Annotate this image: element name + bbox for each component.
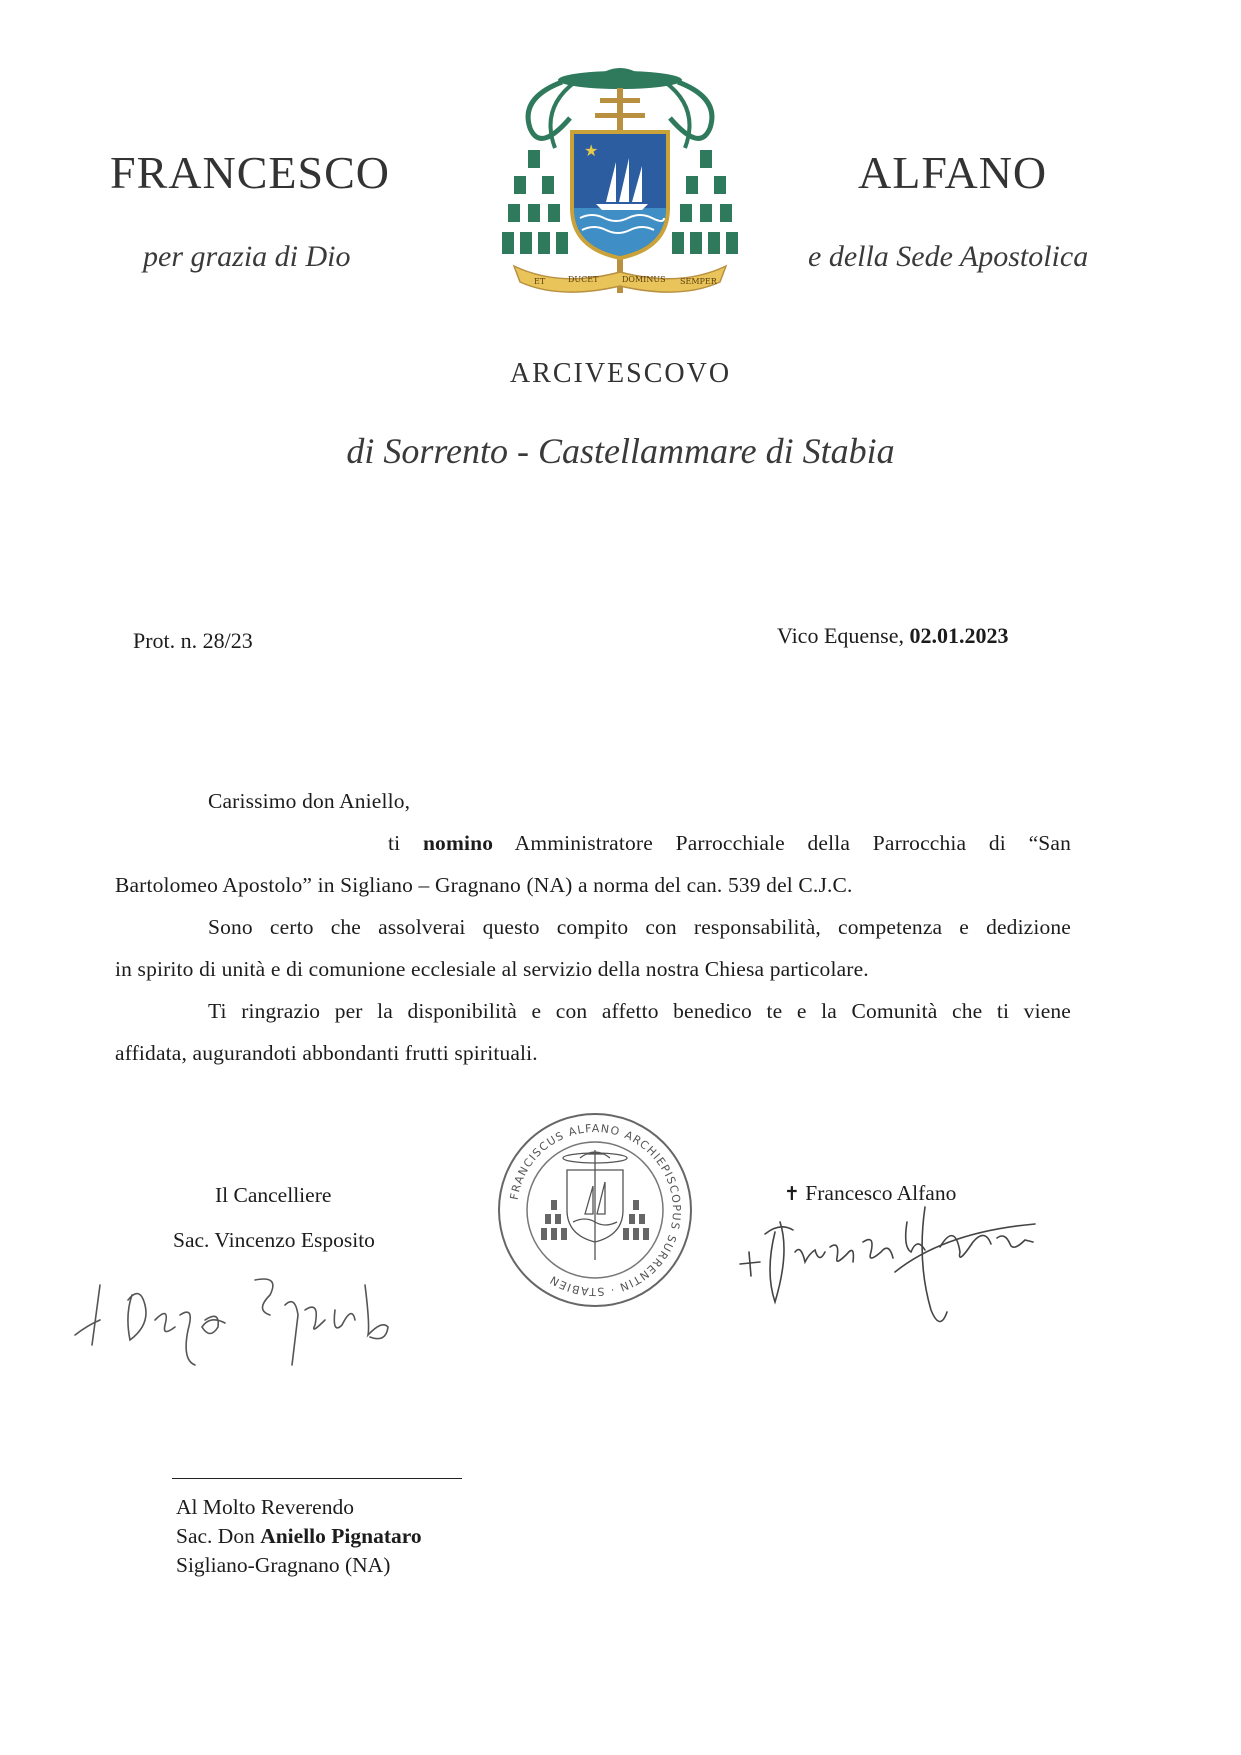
- paragraph-1-line-2: Bartolomeo Apostolo” in Sigliano – Gragnano (NA) a norma del can. 539 del C.J.C.: [115, 873, 853, 897]
- chancellor-role: Il Cancelliere: [215, 1183, 332, 1207]
- diocese-name: di Sorrento - Castellammare di Stabia: [346, 431, 895, 471]
- svg-text:★: ★: [584, 141, 599, 160]
- left-motto: per grazia di Dio: [143, 240, 351, 273]
- paragraph-1-line-1: ti nomino Amministratore Parrocchiale della Parrocchia di “San: [388, 831, 1071, 855]
- coat-of-arms-logo: [500, 58, 740, 308]
- right-motto: e della Sede Apostolica: [808, 240, 1089, 273]
- archbishop-first-name: FRANCESCO: [110, 147, 390, 198]
- ribbon-word-3: DOMINUS: [622, 275, 666, 284]
- addressee-line-2: Sac. Don Aniello Pignataro: [176, 1524, 422, 1548]
- cross-icon: ✝: [784, 1183, 800, 1205]
- archbishop-name: Francesco Alfano: [805, 1181, 957, 1205]
- place: Vico Equense,: [777, 623, 910, 648]
- paragraph-2-line-2: in spirito di unità e di comunione ecclesiale al servizio della nostra Chiesa particolare.: [115, 957, 869, 981]
- date: 02.01.2023: [909, 623, 1009, 648]
- ribbon-word-1: ET: [534, 277, 546, 286]
- seal-legend: FRANCISCUS ALFANO ARCHIEPISCOPUS SURRENTIN · STABIEN: [507, 1121, 684, 1299]
- office-title: ARCIVESCOVO: [509, 358, 732, 389]
- ribbon-word-4: SEMPER: [680, 277, 717, 286]
- protocol-number: Prot. n. 28/23: [133, 628, 253, 653]
- chancellor-name: Sac. Vincenzo Esposito: [173, 1228, 375, 1252]
- archbishop-handwritten-signature: [735, 1192, 1055, 1337]
- archbishop-last-name: ALFANO: [858, 147, 1048, 198]
- addressee-line-1: Al Molto Reverendo: [176, 1495, 354, 1519]
- divider-rule: [172, 1478, 462, 1479]
- archdiocese-seal: [495, 1110, 695, 1310]
- place-date: [777, 623, 1008, 649]
- ribbon-word-2: DUCET: [568, 275, 599, 284]
- greeting: Carissimo don Aniello,: [208, 789, 411, 813]
- chancellor-handwritten-signature: [70, 1265, 410, 1375]
- paragraph-3-line-1: Ti ringrazio per la disponibilità e con affetto benedico te e la Comunità che ti viene: [208, 999, 1071, 1023]
- paragraph-2-line-1: Sono certo che assolverai questo compito con responsabilità, competenza e dedizione: [208, 915, 1071, 939]
- addressee-line-3: Sigliano-Gragnano (NA): [176, 1553, 391, 1577]
- paragraph-3-line-2: affidata, augurandoti abbondanti frutti spirituali.: [115, 1041, 538, 1065]
